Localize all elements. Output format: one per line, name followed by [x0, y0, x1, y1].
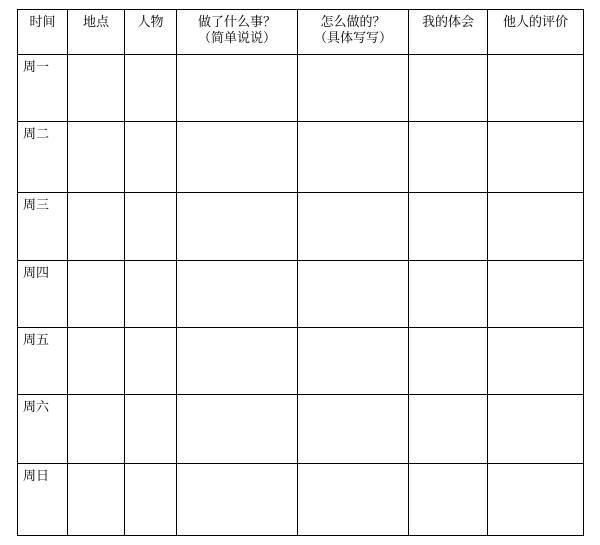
table-row-thursday — [18, 261, 584, 328]
day-label-monday: 周一 — [18, 55, 68, 122]
cell-evaluation[interactable] — [488, 55, 584, 122]
cell-people[interactable] — [125, 395, 177, 464]
cell-place[interactable] — [68, 193, 125, 261]
cell-place[interactable] — [68, 395, 125, 464]
cell-evaluation[interactable] — [488, 122, 584, 193]
header-time-label: 时间 — [29, 15, 56, 30]
header-cell-time — [18, 10, 68, 55]
header-cell-evaluation — [488, 10, 584, 55]
cell-how[interactable] — [298, 55, 409, 122]
header-people-label: 人物 — [137, 15, 164, 30]
header-cell-how — [298, 10, 409, 55]
header-evaluation-label: 他人的评价 — [502, 15, 568, 30]
cell-evaluation[interactable] — [488, 328, 584, 395]
cell-feeling[interactable] — [409, 261, 488, 328]
table-row-friday — [18, 328, 584, 395]
cell-feeling[interactable] — [409, 464, 488, 536]
cell-evaluation[interactable] — [488, 464, 584, 536]
table-row-tuesday — [18, 122, 584, 193]
cell-place[interactable] — [68, 122, 125, 193]
header-how-label: 怎么做的？ — [320, 15, 386, 30]
cell-people[interactable] — [125, 328, 177, 395]
header-feeling-label: 我的体会 — [421, 15, 474, 30]
cell-place[interactable] — [68, 328, 125, 395]
header-place-label: 地点 — [82, 15, 109, 30]
day-label-wednesday: 周三 — [18, 193, 68, 261]
cell-what[interactable] — [177, 464, 298, 536]
table-row-sunday — [18, 464, 584, 536]
header-cell-what — [177, 10, 298, 55]
cell-what[interactable] — [177, 328, 298, 395]
cell-how[interactable] — [298, 464, 409, 536]
cell-evaluation[interactable] — [488, 395, 584, 464]
cell-how[interactable] — [298, 122, 409, 193]
day-label-friday: 周五 — [18, 328, 68, 395]
cell-what[interactable] — [177, 395, 298, 464]
cell-how[interactable] — [298, 328, 409, 395]
cell-evaluation[interactable] — [488, 261, 584, 328]
day-label-sunday: 周日 — [18, 464, 68, 536]
cell-how[interactable] — [298, 193, 409, 261]
cell-people[interactable] — [125, 261, 177, 328]
day-label-tuesday: 周二 — [18, 122, 68, 193]
cell-place[interactable] — [68, 55, 125, 122]
cell-how[interactable] — [298, 261, 409, 328]
cell-what[interactable] — [177, 261, 298, 328]
cell-what[interactable] — [177, 55, 298, 122]
cell-how[interactable] — [298, 395, 409, 464]
header-what-hint: （简单说说） — [197, 31, 276, 46]
header-cell-feeling — [409, 10, 488, 55]
table-row-monday — [18, 55, 584, 122]
day-label-saturday: 周六 — [18, 395, 68, 464]
cell-feeling[interactable] — [409, 55, 488, 122]
cell-feeling[interactable] — [409, 193, 488, 261]
table-row-saturday — [18, 395, 584, 464]
table-row-wednesday — [18, 193, 584, 261]
header-cell-place — [68, 10, 125, 55]
day-label-thursday: 周四 — [18, 261, 68, 328]
cell-people[interactable] — [125, 55, 177, 122]
cell-what[interactable] — [177, 122, 298, 193]
cell-place[interactable] — [68, 261, 125, 328]
cell-feeling[interactable] — [409, 395, 488, 464]
cell-what[interactable] — [177, 193, 298, 261]
cell-place[interactable] — [68, 464, 125, 536]
cell-evaluation[interactable] — [488, 193, 584, 261]
cell-people[interactable] — [125, 464, 177, 536]
header-how-hint: （具体写写） — [313, 31, 392, 46]
cell-feeling[interactable] — [409, 122, 488, 193]
header-what-label: 做了什么事？ — [197, 15, 276, 30]
weekly-record-table — [17, 9, 584, 536]
cell-feeling[interactable] — [409, 328, 488, 395]
header-cell-people — [125, 10, 177, 55]
header-row — [18, 10, 584, 55]
cell-people[interactable] — [125, 193, 177, 261]
cell-people[interactable] — [125, 122, 177, 193]
